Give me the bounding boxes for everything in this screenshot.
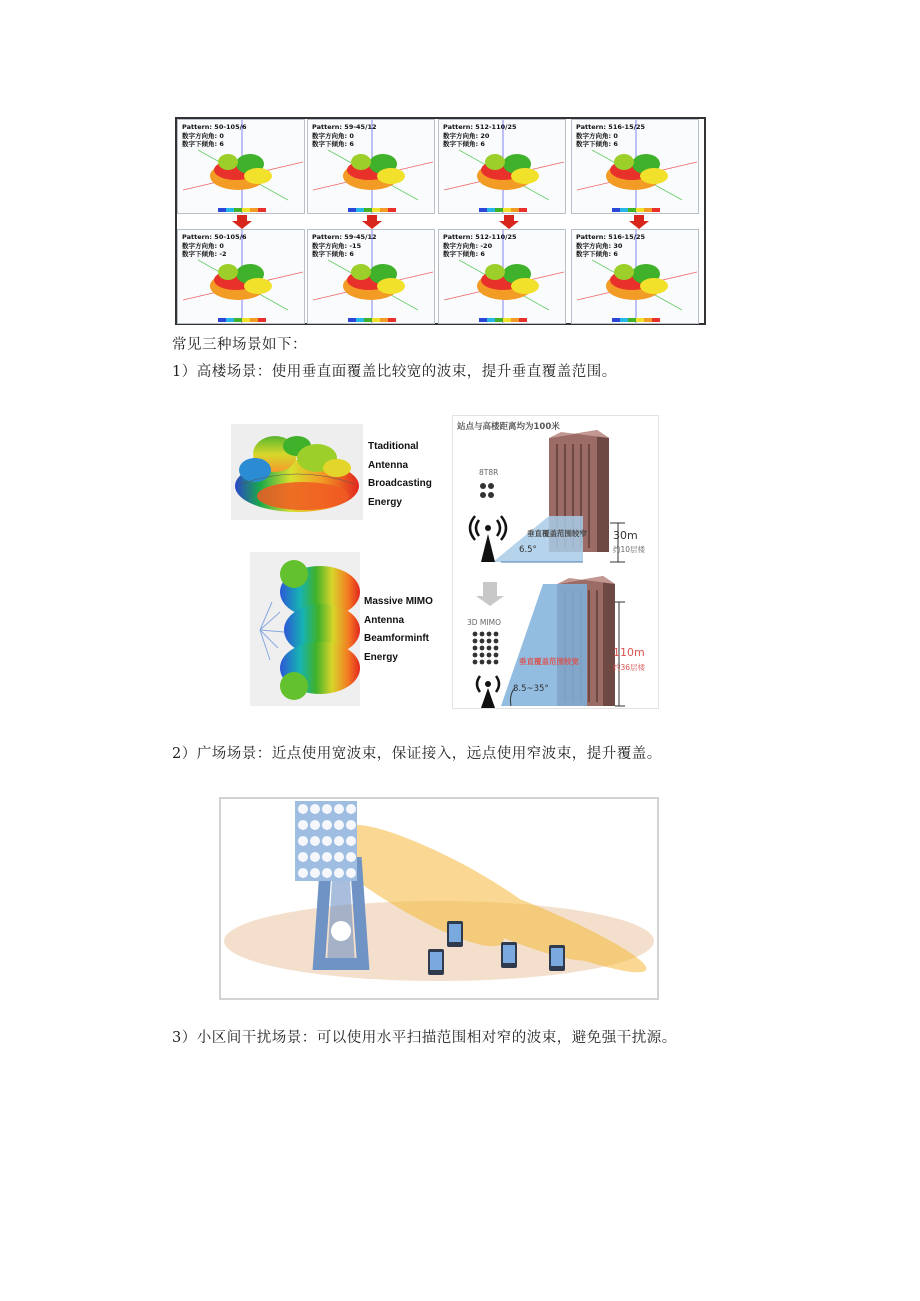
label-3d-mimo: 3D MIMO: [467, 618, 501, 627]
traditional-label: [368, 438, 432, 512]
traditional-label-line-3: Broadcasting: [368, 478, 432, 490]
pattern-pattern-text: Pattern: 50-105/6: [182, 233, 247, 241]
traditional-pattern-image: [231, 424, 363, 520]
pattern-cell: [307, 119, 435, 214]
square-scenario-figure: [219, 797, 659, 1000]
scenario-1-text: 1）高楼场景：使用垂直面覆盖比较宽的波束，提升垂直覆盖范围。: [172, 364, 617, 380]
pattern-pattern-text: Pattern: 59-45/12: [312, 233, 377, 241]
pattern-azimuth-text: 数字方向角: 0: [312, 131, 354, 140]
pattern-info: [182, 233, 247, 259]
building-coverage-diagram: [452, 415, 659, 709]
pattern-azimuth-text: 数字方向角: 20: [443, 131, 490, 140]
label-8t8r: 8T8R: [479, 468, 499, 477]
traditional-label-line-1: Ttaditional: [368, 441, 419, 452]
mimo-label-line-1: Massive MIMO: [364, 596, 433, 607]
traditional-label-line-2: Antenna: [368, 459, 408, 471]
pattern-tilt-text: 数字下倾角: 6: [182, 140, 224, 149]
height-top: 30m: [613, 529, 638, 542]
pattern-tilt-text: 数字下倾角: 6: [443, 250, 485, 259]
intro-text: 常见三种场景如下：: [172, 337, 307, 353]
scenario-3-text: 3）小区间干扰场景：可以使用水平扫描范围相对窄的波束，避免强干扰源。: [172, 1030, 677, 1046]
pattern-info: [576, 233, 645, 259]
pattern-azimuth-text: 数字方向角: 30: [576, 241, 623, 250]
pattern-cell: [571, 229, 699, 324]
pattern-pattern-text: Pattern: 516-15/25: [576, 233, 646, 241]
mimo-label-line-4: Energy: [364, 651, 398, 663]
floors-top: 约10层楼: [613, 545, 646, 554]
mimo-label-line-3: Beamforminft: [364, 633, 430, 645]
traditional-label-line-4: Energy: [368, 496, 402, 508]
pattern-pattern-text: Pattern: 59-45/12: [312, 123, 377, 131]
pattern-azimuth-text: 数字方向角: 0: [576, 131, 618, 140]
pattern-tilt-text: 数字下倾角: 6: [312, 250, 354, 259]
pattern-pattern-text: Pattern: 512-110/25: [443, 233, 517, 241]
pattern-pattern-text: Pattern: 50-105/6: [182, 123, 247, 131]
height-bottom: 110m: [613, 646, 645, 659]
floors-bottom: 约36层楼: [613, 663, 646, 672]
top-band-label: 垂直覆盖范围较窄: [527, 529, 587, 538]
pattern-cell: [177, 119, 305, 214]
arrow-row: [177, 214, 704, 230]
pattern-azimuth-text: 数字方向角: -15: [312, 241, 362, 250]
diagram-title: 站点与高楼距离均为100米: [457, 422, 560, 432]
mimo-pattern-image: [250, 552, 360, 706]
pattern-info: [312, 123, 377, 149]
pattern-pattern-text: Pattern: 516-15/25: [576, 123, 646, 131]
pattern-info: [443, 233, 517, 259]
mimo-label: [364, 593, 433, 667]
pattern-cell: [571, 119, 699, 214]
pattern-tilt-text: 数字下倾角: -2: [182, 250, 227, 259]
pattern-tilt-text: 数字下倾角: 6: [576, 250, 618, 259]
angle-bottom: 8.5~35°: [513, 684, 549, 694]
scenario-2-text: 2）广场场景：近点使用宽波束，保证接入，远点使用窄波束，提升覆盖。: [172, 746, 662, 762]
pattern-cell: [438, 119, 566, 214]
mimo-label-line-2: Antenna: [364, 614, 404, 626]
pattern-azimuth-text: 数字方向角: 0: [182, 241, 224, 250]
pattern-cell: [177, 229, 305, 324]
pattern-cell: [438, 229, 566, 324]
down-arrows: [177, 214, 704, 230]
angle-top: 6.5°: [519, 545, 537, 555]
pattern-azimuth-text: 数字方向角: 0: [182, 131, 224, 140]
bottom-band-label: 垂直覆盖范围较宽: [519, 657, 579, 666]
pattern-azimuth-text: 数字方向角: -20: [443, 241, 493, 250]
pattern-tilt-text: 数字下倾角: 6: [576, 140, 618, 149]
pattern-info: [576, 123, 645, 149]
pattern-info: [443, 123, 517, 149]
pattern-tilt-text: 数字下倾角: 6: [443, 140, 485, 149]
pattern-tilt-text: 数字下倾角: 6: [312, 140, 354, 149]
pattern-pattern-text: Pattern: 512-110/25: [443, 123, 517, 131]
pattern-cell: [307, 229, 435, 324]
pattern-info: [182, 123, 247, 149]
pattern-info: [312, 233, 377, 259]
